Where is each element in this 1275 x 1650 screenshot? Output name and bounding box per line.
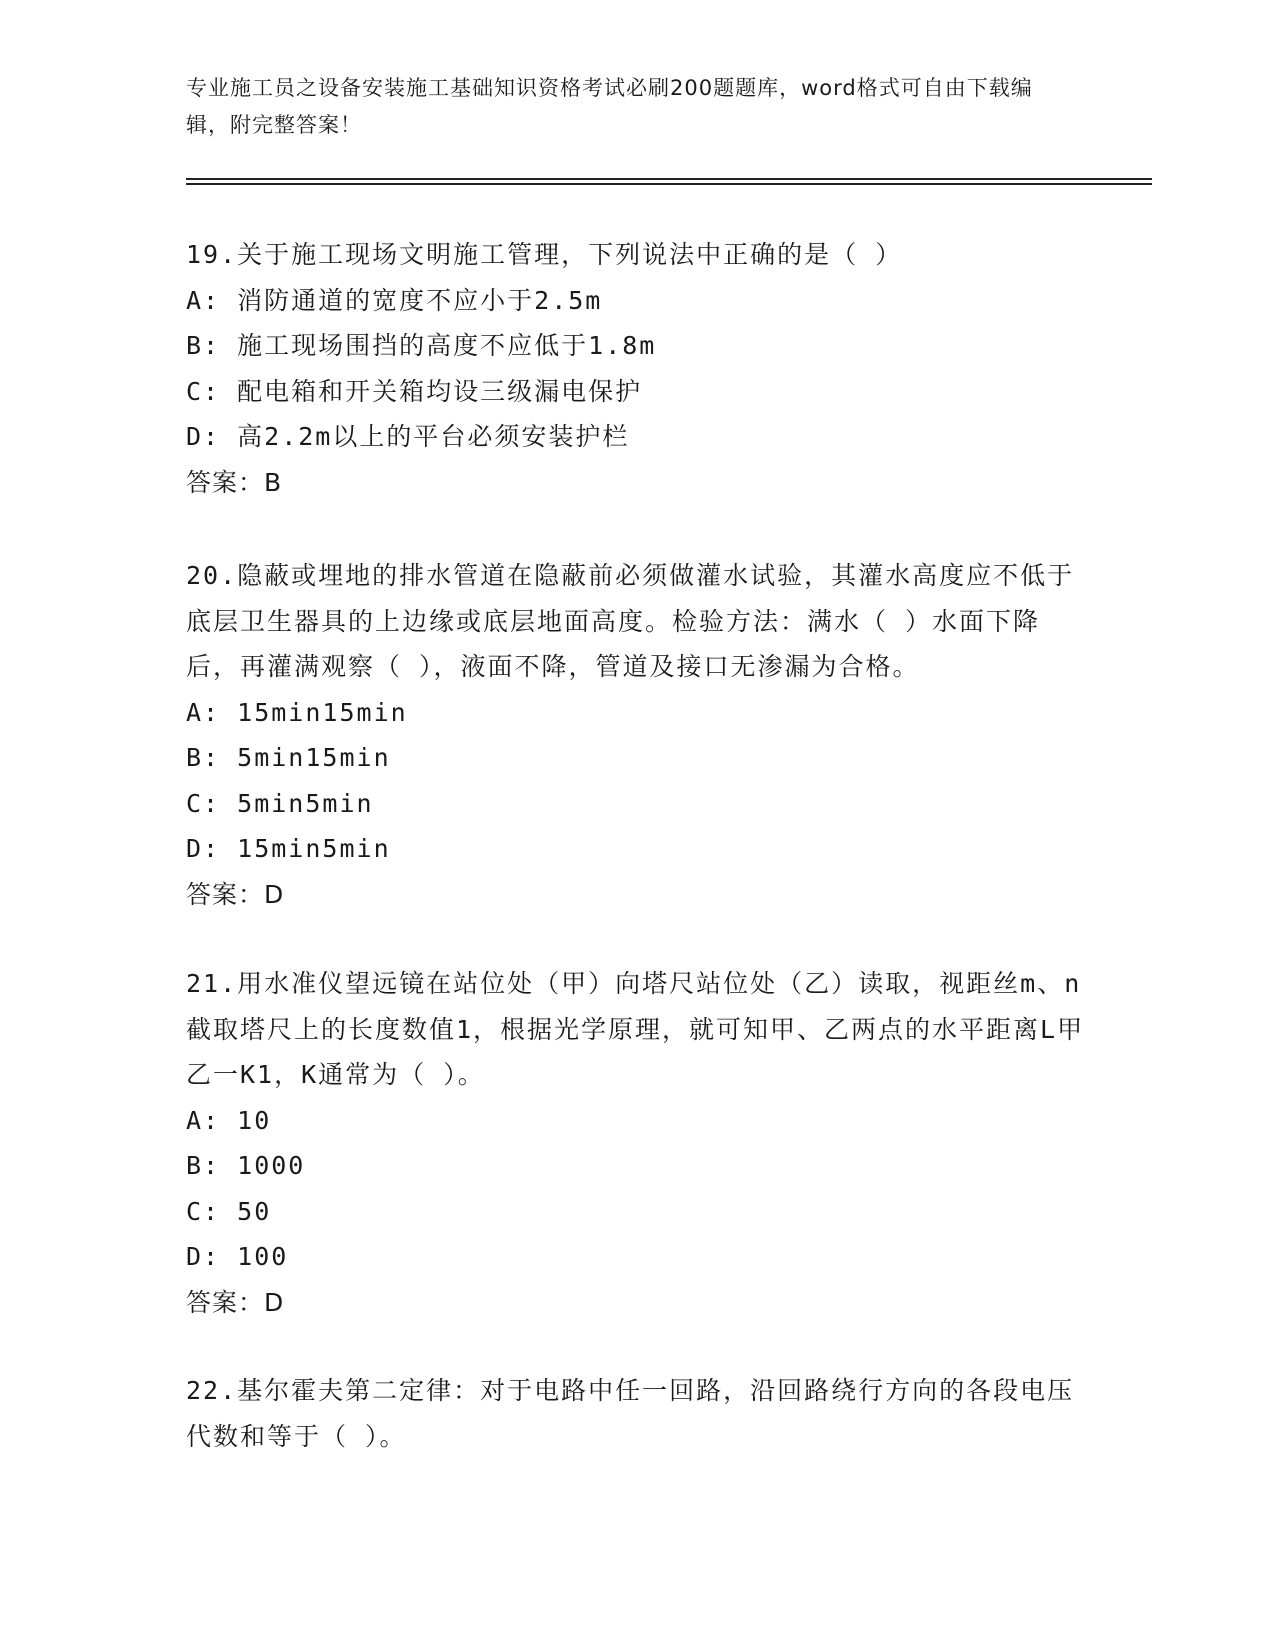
- option-c: C: 配电箱和开关箱均设三级漏电保护: [186, 376, 643, 406]
- header-divider-top: [186, 178, 1152, 180]
- document-header: 专业施工员之设备安装施工基础知识资格考试必刷200题题库，word格式可自由下载编辑，附完整答案！: [186, 76, 1033, 137]
- option-b: B: 1000: [186, 1151, 306, 1180]
- option-a: A: 消防通道的宽度不应小于2.5m: [186, 285, 603, 315]
- header-divider-bottom: [186, 183, 1152, 185]
- question-stem: 19.关于施工现场文明施工管理，下列说法中正确的是（ ）: [186, 240, 903, 269]
- option-d: D: 高2.2m以上的平台必须安装护栏: [186, 422, 630, 451]
- option-c: C: 50: [186, 1196, 272, 1226]
- option-d: D: 15min5min: [186, 834, 391, 863]
- option-d: D: 100: [186, 1242, 289, 1271]
- question-stem: 20.隐蔽或埋地的排水管道在隐蔽前必须做灌水试验，其灌水高度应不低于底层卫生器具的上边缘或底层地面高度。检验方法：满水（ ）水面下降后，再灌满观察（ ），液面不降，管道及接口无渗漏为合格。: [186, 561, 1075, 681]
- answer: 答案：B: [186, 467, 283, 497]
- option-b: B: 施工现场围挡的高度不应低于1.8m: [186, 331, 657, 360]
- question-stem: 22.基尔霍夫第二定律：对于电路中任一回路，沿回路绕行方向的各段电压代数和等于（ ）。: [186, 1376, 1075, 1451]
- question-20: [186, 553, 1086, 917]
- option-c: C: 5min5min: [186, 788, 374, 818]
- question-21: [186, 961, 1086, 1325]
- answer: 答案：D: [186, 879, 285, 909]
- question-22: [186, 1368, 1086, 1459]
- question-19: [186, 232, 1086, 505]
- option-a: A: 10: [186, 1105, 272, 1135]
- question-stem: 21.用水准仪望远镜在站位处（甲）向塔尺站位处（乙）读取，视距丝m、n截取塔尺上的长度数值1，根据光学原理，就可知甲、乙两点的水平距离L甲乙一K1，K通常为（ ）。: [186, 969, 1085, 1089]
- answer: 答案：D: [186, 1287, 285, 1317]
- option-a: A: 15min15min: [186, 697, 408, 727]
- option-b: B: 5min15min: [186, 743, 391, 772]
